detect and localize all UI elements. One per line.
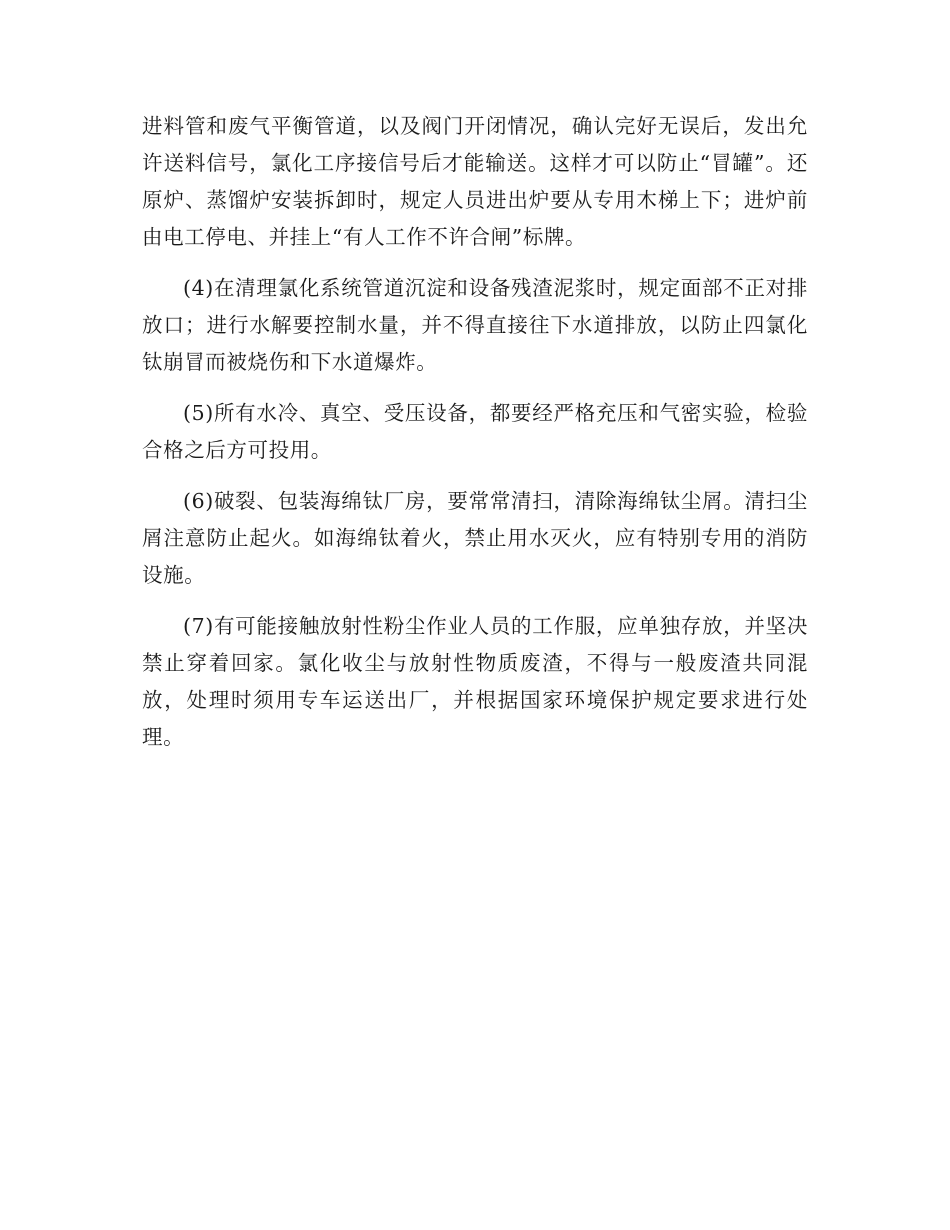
- document-body: [142, 108, 808, 770]
- paragraph-item-6: (6)破裂、包装海绵钛厂房，要常常清扫，清除海绵钛尘屑。清扫尘屑注意防止起火。如海绵钛着火，禁止用水灭火，应有特别专用的消防设施。: [142, 489, 808, 587]
- paragraph-continued: 进料管和废气平衡管道，以及阀门开闭情况，确认完好无误后，发出允许送料信号，氯化工序接信号后才能输送。这样才可以防止“冒罐”。还原炉、蒸馏炉安装拆卸时，规定人员进出炉要从专用木梯上下；进炉前由电工停电、并挂上“有人工作不许合闸”标牌。: [142, 114, 808, 249]
- paragraph-item-5: (5)所有水冷、真空、受压设备，都要经严格充压和气密实验，检验合格之后方可投用。: [142, 401, 808, 462]
- paragraph-item-7: (7)有可能接触放射性粉尘作业人员的工作服，应单独存放，并坚决禁止穿着回家。氯化收尘与放射性物质废渣，不得与一般废渣共同混放，处理时须用专车运送出厂，并根据国家环境保护规定要求进行处理。: [142, 614, 808, 749]
- paragraph-item-4: (4)在清理氯化系统管道沉淀和设备残渣泥浆时，规定面部不正对排放口；进行水解要控制水量，并不得直接往下水道排放，以防止四氯化钛崩冒而被烧伤和下水道爆炸。: [142, 276, 808, 374]
